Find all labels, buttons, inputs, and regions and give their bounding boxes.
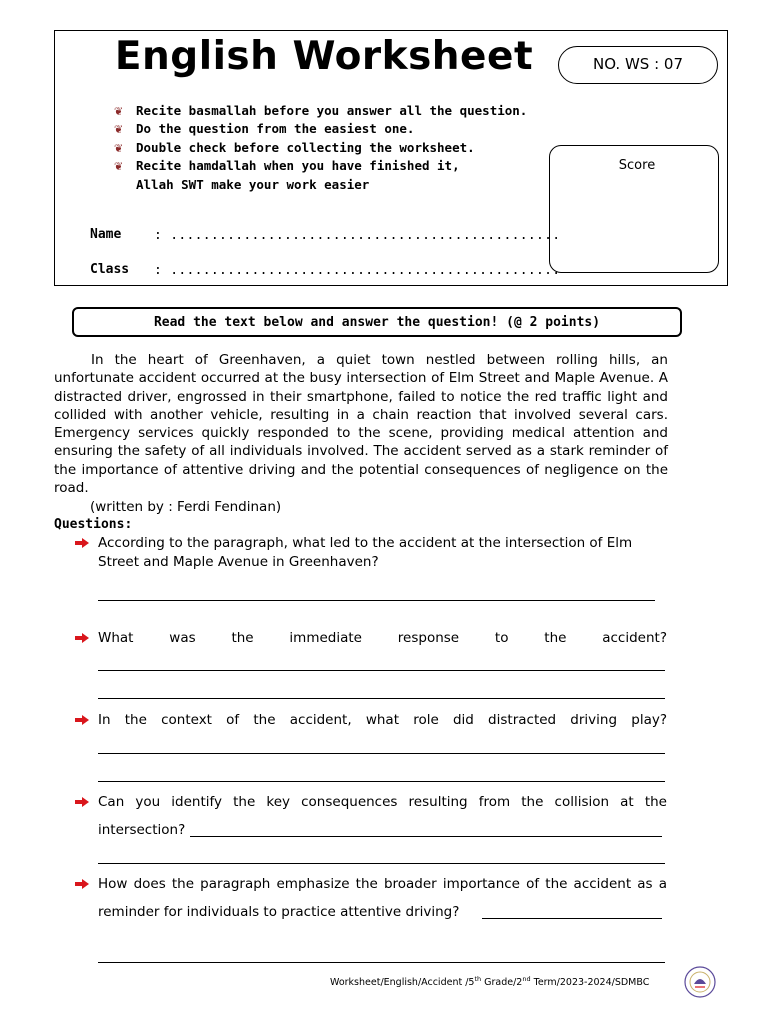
arrow-icon: [75, 715, 89, 725]
answer-line[interactable]: [98, 781, 665, 782]
school-logo-icon: [683, 965, 717, 999]
score-label: Score: [618, 158, 656, 173]
bullet-icon: ❦: [114, 160, 124, 173]
answer-line[interactable]: [98, 753, 665, 754]
reading-passage: [54, 351, 668, 497]
question-1: According to the paragraph, what led to the accident at the intersection of Elm Street and Maple Avenue in Greenhaven?: [98, 535, 633, 570]
answer-line[interactable]: [482, 918, 662, 919]
answer-line[interactable]: [98, 863, 665, 864]
question-5: How does the paragraph emphasize the broader importance of the accident as a: [98, 876, 667, 892]
class-label: Class: [90, 262, 130, 277]
answer-line[interactable]: [98, 600, 655, 601]
question-4-continued: intersection?: [98, 822, 186, 838]
instruction-banner: Read the text below and answer the question! (@ 2 points): [72, 307, 682, 337]
answer-line[interactable]: [98, 698, 665, 699]
class-field[interactable]: : ................................................: [154, 263, 561, 278]
author-credit: (written by : Ferdi Fendinan): [90, 499, 282, 515]
question-5-continued: reminder for individuals to practice attentive driving?: [98, 904, 460, 920]
question-2: What was the immediate response to the accident?: [98, 630, 667, 646]
rule-item: ❦ Recite basmallah before you answer all the question.: [114, 103, 528, 118]
questions-heading: Questions:: [54, 517, 133, 532]
arrow-icon: [75, 538, 89, 548]
rule-item: ❦ Do the question from the easiest one.: [114, 121, 415, 136]
bullet-icon: ❦: [114, 142, 124, 155]
answer-line[interactable]: [98, 962, 665, 963]
arrow-icon: [75, 633, 89, 643]
page-title: English Worksheet: [114, 34, 534, 79]
name-field[interactable]: : ................................................: [154, 228, 561, 243]
rule-item: ❦ Recite hamdallah when you have finished it,: [114, 158, 460, 173]
rule-item: Allah SWT make your work easier: [136, 177, 370, 192]
passage-text: In the heart of Greenhaven, a quiet town nestled between rolling hills, an unfortunate accident occurred at the busy intersection of Elm Street and Maple Avenue. A distracted driver, engrossed in their smartphone, failed to notice the red traffic light and collided with another vehicle, resulting in a chain reaction that involved several cars. Emergency services quickly responded to the scene, providing medical attention and ensuring the safety of all individuals involved. The accident served as a stark reminder of the importance of attentive driving and the potential consequences of negligence on the road.: [54, 352, 668, 497]
name-label: Name: [90, 227, 122, 242]
rule-item: ❦ Double check before collecting the worksheet.: [114, 140, 475, 155]
bullet-icon: ❦: [114, 123, 124, 136]
question-3: In the context of the accident, what role did distracted driving play?: [98, 712, 667, 728]
worksheet-number-badge: NO. WS : 07: [558, 46, 718, 84]
arrow-icon: [75, 797, 89, 807]
question-4: Can you identify the key consequences resulting from the collision at the: [98, 794, 667, 810]
bullet-icon: ❦: [114, 105, 124, 118]
answer-line[interactable]: [98, 670, 665, 671]
arrow-icon: [75, 879, 89, 889]
footer-text: Worksheet/English/Accident /5th Grade/2nd Term/2023-2024/SDMBC: [330, 975, 650, 989]
answer-line[interactable]: [190, 836, 662, 837]
